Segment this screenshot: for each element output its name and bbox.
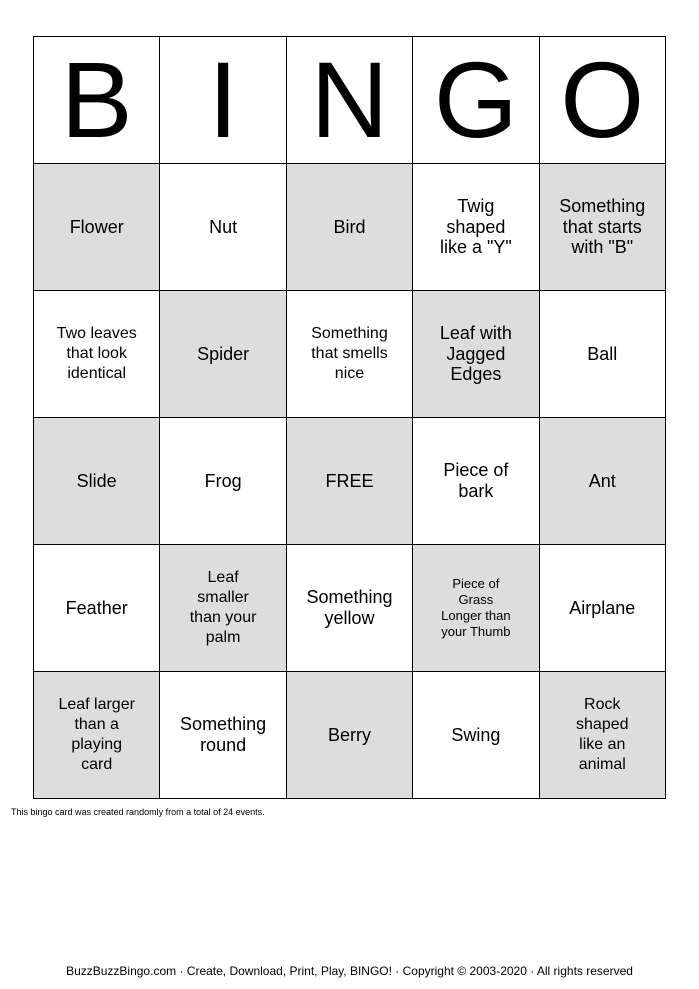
bingo-cell: Airplane [539,545,665,672]
header-letter-b: B [34,37,160,164]
bingo-cell: Leaf larger than a playing card [34,672,160,799]
bingo-cell: Twig shaped like a "Y" [413,164,539,291]
bingo-cell: Something yellow [286,545,412,672]
bingo-cell: Something that smells nice [286,291,412,418]
bingo-cell: Feather [34,545,160,672]
bingo-cell: Piece of Grass Longer than your Thumb [413,545,539,672]
bingo-cell: Leaf with Jagged Edges [413,291,539,418]
bingo-cell: Slide [34,418,160,545]
header-letter-n: N [286,37,412,164]
bingo-cell: Swing [413,672,539,799]
free-space-cell: FREE [286,418,412,545]
bingo-cell: Two leaves that look identical [34,291,160,418]
bingo-row-4 [34,545,666,672]
header-letter-o: O [539,37,665,164]
header-letter-g: G [413,37,539,164]
bingo-cell: Something that starts with "B" [539,164,665,291]
bingo-cell: Spider [160,291,286,418]
bingo-cell: Something round [160,672,286,799]
bingo-card [33,36,666,799]
bingo-cell: Flower [34,164,160,291]
bingo-cell: Bird [286,164,412,291]
bingo-header-row [34,37,666,164]
bingo-cell: Rock shaped like an animal [539,672,665,799]
bingo-row-5 [34,672,666,799]
bingo-cell: Berry [286,672,412,799]
header-letter-i: I [160,37,286,164]
bingo-cell: Ant [539,418,665,545]
bingo-cell: Piece of bark [413,418,539,545]
card-generation-note: This bingo card was created randomly from a total of 24 events. [11,807,265,817]
page-footer: BuzzBuzzBingo.com · Create, Download, Print, Play, BINGO! · Copyright © 2003-2020 · All rights reserved [66,964,633,978]
bingo-cell: Nut [160,164,286,291]
bingo-row-1 [34,164,666,291]
bingo-cell: Frog [160,418,286,545]
bingo-row-3 [34,418,666,545]
bingo-cell: Ball [539,291,665,418]
bingo-cell: Leaf smaller than your palm [160,545,286,672]
bingo-row-2 [34,291,666,418]
